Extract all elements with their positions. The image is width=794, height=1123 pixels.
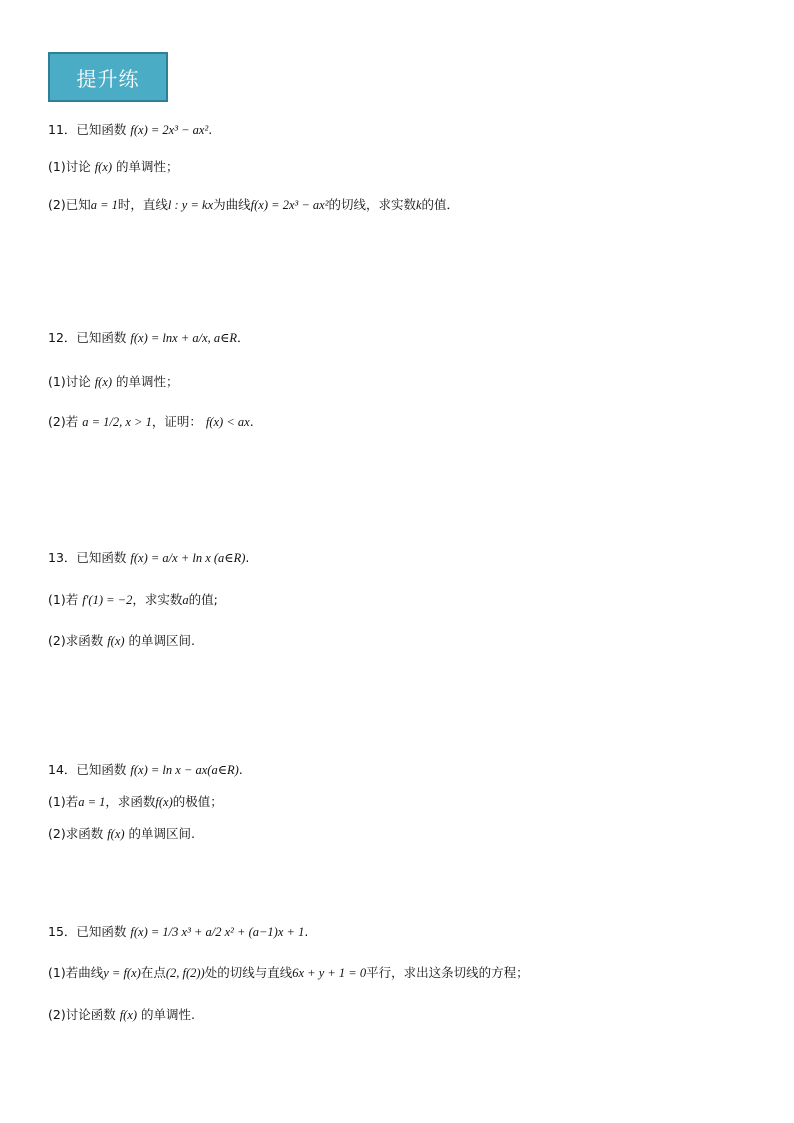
part-text: (2)求函数 xyxy=(48,826,104,841)
part-text: 的单调性. xyxy=(141,1007,196,1022)
problem-15-stem: 15．已知函数 f(x) = 1/3 x³ + a/2 x² + (a−1)x + 1. xyxy=(48,924,309,939)
part-text: 为曲线 xyxy=(213,197,251,212)
part-text: 在点 xyxy=(140,965,166,980)
math-expression: f(x) < ax xyxy=(205,415,250,429)
math-expression: k xyxy=(415,198,422,212)
problem-number-label: 14．已知函数 xyxy=(48,762,127,777)
part-text: (1)讨论 xyxy=(48,374,91,389)
problem-11-stem: 11．已知函数 f(x) = 2x³ − ax². xyxy=(48,122,213,137)
math-expression: f(x) xyxy=(94,375,113,389)
part-text: (2)讨论函数 xyxy=(48,1007,116,1022)
math-expression: f′(1) = −2 xyxy=(82,593,133,607)
problem-12-stem: 12．已知函数 f(x) = lnx + a/x, a∈R． xyxy=(48,330,250,345)
problem-number-label: 12．已知函数 xyxy=(48,330,127,345)
problem-14-part-1 xyxy=(48,792,223,812)
problem-14-part-2 xyxy=(48,824,195,844)
part-text: (2)若 xyxy=(48,414,79,429)
part-text: (1)若曲线 xyxy=(48,965,104,980)
math-expression: f(x) = ln x − ax(a∈R) xyxy=(130,763,239,777)
math-expression: l : y = kx xyxy=(167,198,214,212)
problem-number-label: 13．已知函数 xyxy=(48,550,127,565)
part-text: ，求实数 xyxy=(132,592,183,607)
math-expression: f(x) xyxy=(155,795,173,809)
part-text: 的极值； xyxy=(172,794,223,809)
part-text: 的单调性； xyxy=(116,374,179,389)
math-expression: a = 1 xyxy=(78,795,106,809)
part-text: 的单调区间. xyxy=(128,826,196,841)
math-expression: f(x) = 2x³ − ax² xyxy=(250,198,329,212)
part-text: ，求函数 xyxy=(105,794,156,809)
part-text: 的单调区间. xyxy=(128,633,196,648)
problem-13-part-2 xyxy=(48,631,195,651)
math-expression: f(x) xyxy=(94,160,113,174)
part-text: 处的切线与直线 xyxy=(204,965,293,980)
section-title-badge: 提升练 xyxy=(48,52,168,102)
math-expression: y = f(x) xyxy=(103,966,141,980)
part-text: 的切线，求实数 xyxy=(328,197,416,212)
part-text: (1)若 xyxy=(48,592,79,607)
part-text: 的单调性； xyxy=(116,159,179,174)
part-text: (2)求函数 xyxy=(48,633,104,648)
problem-12-part-1 xyxy=(48,372,179,392)
part-text: (2)已知 xyxy=(48,197,91,212)
part-text: 的值． xyxy=(421,197,460,212)
problem-12-part-2: (2)若 a = 1/2, x > 1，证明： f(x) < ax. xyxy=(48,414,254,429)
math-expression: f(x) = 1/3 x³ + a/2 x² + (a−1)x + 1 xyxy=(130,925,305,939)
math-expression: f(x) xyxy=(107,634,125,648)
part-text: (1)讨论 xyxy=(48,159,91,174)
part-text: 的值; xyxy=(188,592,218,607)
problem-15-part-1 xyxy=(48,963,529,983)
math-expression: (2, f(2)) xyxy=(165,966,205,980)
part-text: 时，直线 xyxy=(117,197,168,212)
math-expression: a xyxy=(182,593,189,607)
math-expression: a = 1/2, x > 1 xyxy=(82,415,152,429)
math-expression: 6x + y + 1 = 0 xyxy=(292,966,367,980)
problem-11-part-2 xyxy=(48,195,459,215)
part-text: (1)若 xyxy=(48,794,79,809)
math-expression: f(x) xyxy=(119,1008,138,1022)
problem-number-label: 11．已知函数 xyxy=(48,122,127,137)
problem-11-part-1 xyxy=(48,157,179,177)
part-text: ，证明： xyxy=(151,414,202,429)
problem-15-part-2 xyxy=(48,1005,195,1025)
math-expression: a = 1 xyxy=(90,198,118,212)
problem-number-label: 15．已知函数 xyxy=(48,924,127,939)
problem-14-stem: 14．已知函数 f(x) = ln x − ax(a∈R). xyxy=(48,762,243,777)
math-expression: f(x) = lnx + a/x, a∈R xyxy=(130,331,238,345)
math-expression: f(x) = 2x³ − ax² xyxy=(130,123,209,137)
problem-13-stem: 13．已知函数 f(x) = a/x + ln x (a∈R). xyxy=(48,550,250,565)
part-text: 平行，求出这条切线的方程； xyxy=(366,965,529,980)
problem-13-part-1 xyxy=(48,590,218,610)
math-expression: f(x) xyxy=(107,827,125,841)
math-expression: f(x) = a/x + ln x (a∈R) xyxy=(130,551,246,565)
